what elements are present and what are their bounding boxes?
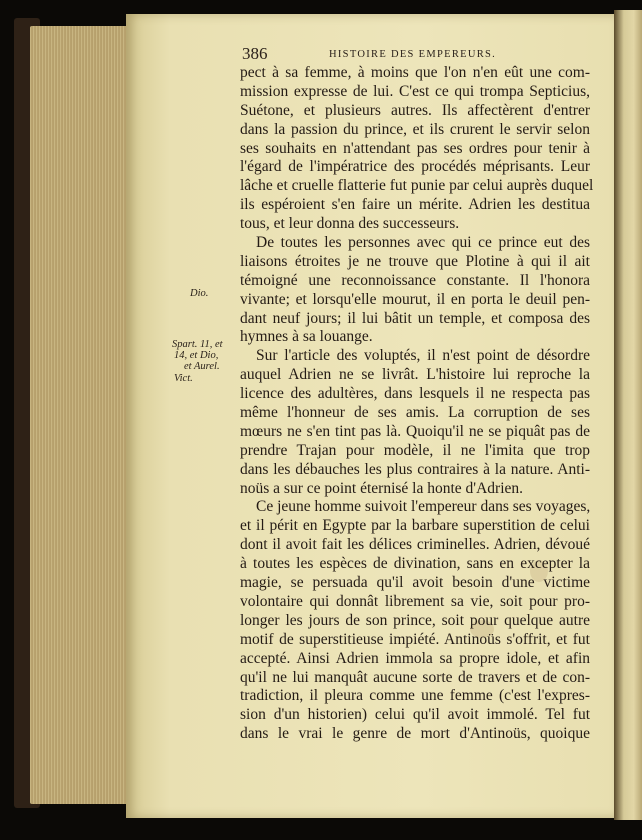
text-line: vivante; et lorsqu'elle mourut, il en porta le deuil pen- [240, 290, 590, 308]
text-line: dant neuf jours; il lui bâtit un temple, et composa des [240, 309, 590, 327]
text-line: Ce jeune homme suivoit l'empereur dans ses voyages, [256, 498, 591, 516]
margin-note-spart-4: Vict. [174, 373, 193, 384]
text-line: l'égard de l'impératrice des procédés méprisants. Leur [240, 158, 590, 176]
text-line: dont il avoit fait les délices criminelles. Adrien, dévoué [240, 536, 590, 554]
margin-note-spart-2: 14, et Dio, [174, 350, 219, 361]
text-line: mission expresse de lui. C'est ce qui trompa Septicius, [240, 82, 590, 100]
margin-note-dio: Dio. [190, 288, 209, 299]
text-line: liaisons étroites je ne trouve que Plotine à qui il ait [240, 252, 590, 270]
margin-note-spart-3: et Aurel. [184, 361, 220, 372]
text-line: tous, et leur donna des successeurs. [240, 215, 460, 233]
text-line: Suétone, et plusieurs autres. Ils affectèrent d'entrer [240, 101, 590, 119]
opposite-page-edge [614, 10, 642, 820]
margin-note-spart-1: Spart. 11, et [172, 339, 223, 350]
text-line: Sur l'article des voluptés, il n'est point de désordre [256, 347, 590, 365]
text-line: auquel Adrien ne se livrât. L'histoire lui reproche la [240, 366, 590, 384]
text-line: témoigné une reconnoissance constante. Il l'honora [240, 271, 590, 289]
text-line: ils espéroient s'en faire un mérite. Adrien les destitua [240, 196, 590, 214]
text-line: noüs a sur ce point éternisé la honte d'Adrien. [240, 479, 524, 497]
text-line: mœurs ne s'en tint pas là. Quoiqu'il ne se piquât pas de [240, 422, 590, 440]
text-line: tradiction, il pleura comme une femme (c'est l'expres- [240, 687, 590, 705]
body-text [240, 64, 594, 744]
text-line: qu'il ne lui manquât aucune sorte de travers et de con- [240, 668, 590, 686]
text-line: longer les jours de son prince, soit pour quelque autre [240, 611, 590, 629]
text-line: pect à sa femme, à moins que l'on n'en eût une com- [240, 64, 590, 81]
running-head-title: HISTOIRE DES EMPEREURS. [329, 49, 497, 60]
text-line: accepté. Ainsi Adrien immola sa propre idole, et afin [240, 649, 590, 667]
page-number: 386 [242, 44, 268, 63]
text-line: licence des adultères, dans lesquels il ne respecta pas [240, 385, 590, 403]
text-line: hymnes à sa louange. [240, 328, 373, 346]
text-line: ses souhaits en n'attendant pas ses ordres pour tenir à [240, 139, 590, 157]
text-line: volontaire qui donnât librement sa vie, soit pour pro- [240, 592, 590, 610]
text-line: motif de superstitieuse impiété. Antinoüs s'offrit, et fut [240, 630, 590, 648]
text-line: lâche et cruelle flatterie fut punie par celui auprès duquel [240, 177, 594, 195]
text-line: dans le vrai le genre de mort d'Antinoüs, quoique [240, 725, 590, 743]
text-line: magie, se persuada qu'il avoit besoin d'une victime [240, 574, 590, 592]
text-line: et il périt en Egypte par la barbare superstition de celui [240, 517, 590, 535]
text-line: sion d'un historien) celui qu'il avoit immolé. Tel fut [240, 706, 590, 724]
page-edges-stack [30, 26, 130, 804]
running-head [242, 44, 542, 64]
text-line: dans les débauches les plus contraires à la nature. Anti- [240, 460, 590, 478]
text-line: à toutes les espèces de divination, sans en excepter la [240, 555, 590, 573]
text-line: même l'honneur de ses amis. La corruption de ses [240, 404, 590, 422]
text-line: prendre Trajan pour modèle, il ne l'imita que trop [240, 441, 590, 459]
text-line: dans la passion du prince, et ils crurent le servir selon [240, 120, 590, 138]
text-line: De toutes les personnes avec qui ce prince eut des [256, 234, 590, 252]
